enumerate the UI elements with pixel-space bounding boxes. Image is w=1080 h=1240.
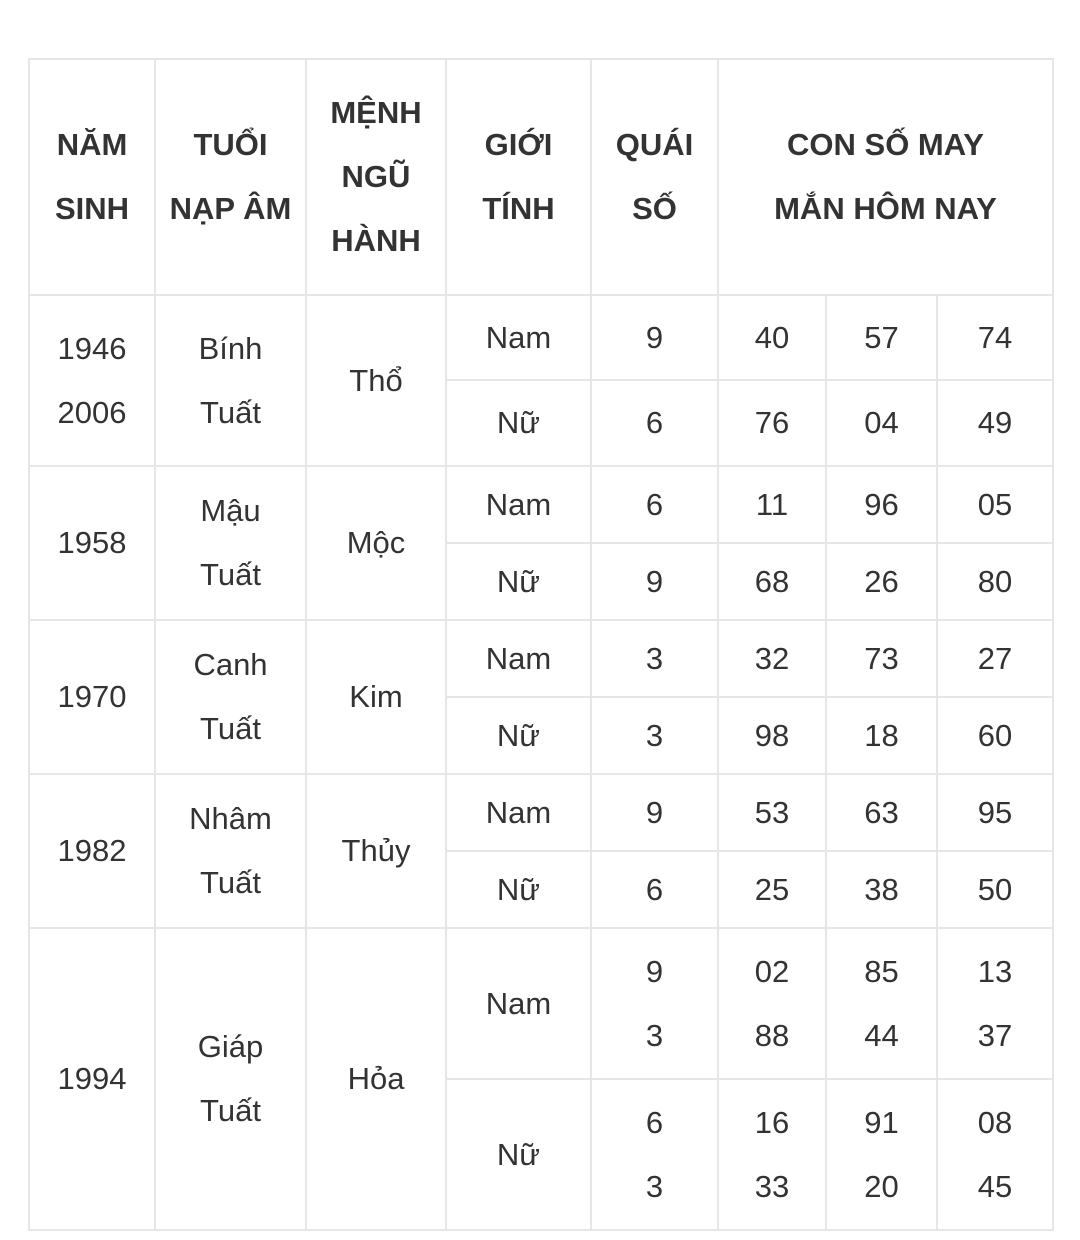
lucky-number-cell: 18 [826,697,937,774]
lucky-number-cell: 02 88 [718,928,826,1079]
gender-cell: Nữ [446,851,591,928]
element-cell: Thủy [306,774,446,928]
lucky-number-table [28,58,1054,1231]
lucky-number-cell: 49 [937,380,1053,466]
gender-cell: Nữ [446,380,591,466]
birth-year-cell: 1958 [29,466,155,620]
lucky-number-cell: 16 33 [718,1079,826,1230]
lucky-number-cell: 04 [826,380,937,466]
lucky-number-cell: 96 [826,466,937,543]
quai-so-cell: 9 3 [591,928,718,1079]
lucky-number-cell: 63 [826,774,937,851]
lucky-number-cell: 11 [718,466,826,543]
element-cell: Mộc [306,466,446,620]
header-gender: GIỚI TÍNH [446,59,591,295]
gender-cell: Nữ [446,1079,591,1230]
header-lucky-numbers: CON SỐ MAY MẮN HÔM NAY [718,59,1053,295]
table-row [29,295,1053,380]
element-cell: Kim [306,620,446,774]
nap-am-cell: Giáp Tuất [155,928,306,1230]
nap-am-cell: Mậu Tuất [155,466,306,620]
lucky-number-cell: 13 37 [937,928,1053,1079]
birth-year-cell: 1970 [29,620,155,774]
gender-cell: Nam [446,295,591,380]
lucky-number-cell: 85 44 [826,928,937,1079]
quai-so-cell: 6 [591,380,718,466]
lucky-number-cell: 25 [718,851,826,928]
lucky-number-table-container [28,58,1054,1231]
birth-year-cell: 1994 [29,928,155,1230]
element-cell: Thổ [306,295,446,466]
gender-cell: Nam [446,466,591,543]
lucky-number-cell: 08 45 [937,1079,1053,1230]
quai-so-cell: 6 3 [591,1079,718,1230]
gender-cell: Nữ [446,543,591,620]
gender-cell: Nam [446,620,591,697]
lucky-number-cell: 98 [718,697,826,774]
birth-year-cell: 1946 2006 [29,295,155,466]
header-nap-am: TUỔI NẠP ÂM [155,59,306,295]
table-row [29,466,1053,543]
quai-so-cell: 6 [591,851,718,928]
header-row [29,59,1053,295]
nap-am-cell: Canh Tuất [155,620,306,774]
gender-cell: Nữ [446,697,591,774]
lucky-number-cell: 95 [937,774,1053,851]
quai-so-cell: 9 [591,543,718,620]
table-row [29,620,1053,697]
lucky-number-cell: 53 [718,774,826,851]
header-birth-year: NĂM SINH [29,59,155,295]
lucky-number-cell: 74 [937,295,1053,380]
lucky-number-cell: 38 [826,851,937,928]
table-row [29,774,1053,851]
lucky-number-cell: 05 [937,466,1053,543]
quai-so-cell: 9 [591,295,718,380]
lucky-number-cell: 32 [718,620,826,697]
element-cell: Hỏa [306,928,446,1230]
table-row [29,928,1053,1079]
lucky-number-cell: 60 [937,697,1053,774]
quai-so-cell: 9 [591,774,718,851]
lucky-number-cell: 68 [718,543,826,620]
quai-so-cell: 3 [591,620,718,697]
nap-am-cell: Nhâm Tuất [155,774,306,928]
lucky-number-cell: 50 [937,851,1053,928]
lucky-number-cell: 27 [937,620,1053,697]
quai-so-cell: 6 [591,466,718,543]
quai-so-cell: 3 [591,697,718,774]
header-element: MỆNH NGŨ HÀNH [306,59,446,295]
gender-cell: Nam [446,928,591,1079]
nap-am-cell: Bính Tuất [155,295,306,466]
lucky-number-cell: 76 [718,380,826,466]
lucky-number-cell: 26 [826,543,937,620]
lucky-number-cell: 80 [937,543,1053,620]
lucky-number-cell: 73 [826,620,937,697]
lucky-number-cell: 57 [826,295,937,380]
header-quai-so: QUÁI SỐ [591,59,718,295]
lucky-number-cell: 91 20 [826,1079,937,1230]
gender-cell: Nam [446,774,591,851]
birth-year-cell: 1982 [29,774,155,928]
lucky-number-cell: 40 [718,295,826,380]
